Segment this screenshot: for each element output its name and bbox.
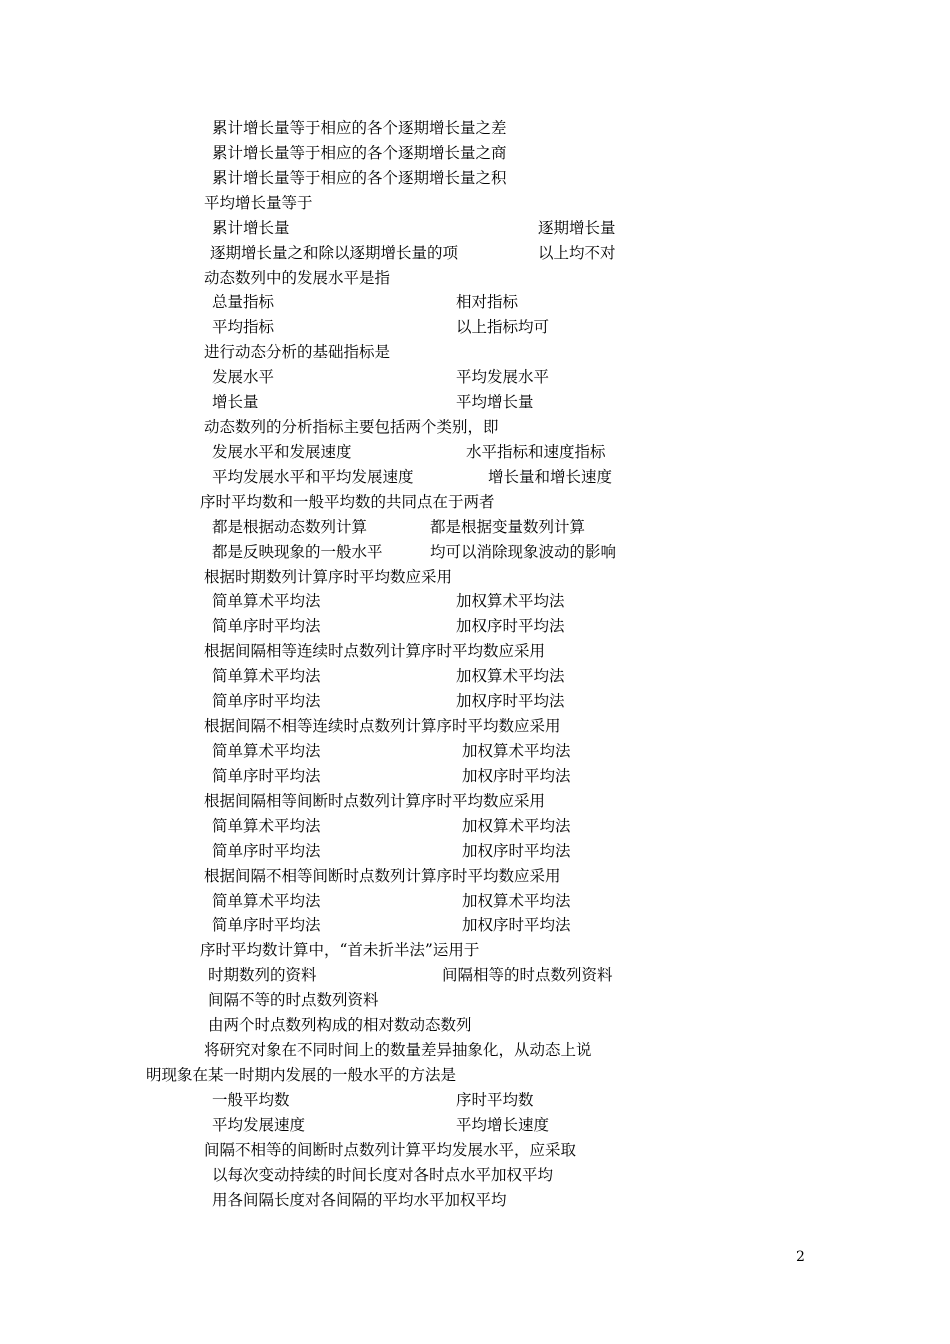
option-right: 平均增长速度 <box>456 1116 550 1134</box>
option-right: 均可以消除现象波动的影响 <box>430 543 617 561</box>
option-right: 增长量和增长速度 <box>488 468 613 486</box>
text-line: 简单序时平均法 <box>212 842 321 860</box>
text-line: 平均指标 <box>212 318 275 336</box>
option-right: 加权算术平均法 <box>456 667 565 685</box>
text-line: 平均发展水平和平均发展速度 <box>212 468 414 486</box>
text-line: 一般平均数 <box>212 1091 290 1109</box>
text-line: 简单算术平均法 <box>212 667 321 685</box>
text-line: 简单序时平均法 <box>212 692 321 710</box>
option-right: 加权序时平均法 <box>456 692 565 710</box>
text-line: 简单算术平均法 <box>212 742 321 760</box>
text-line: 平均发展速度 <box>212 1116 306 1134</box>
text-line: 动态数列的分析指标主要包括两个类别，即 <box>204 418 499 436</box>
option-right: 加权序时平均法 <box>462 767 571 785</box>
option-right: 加权算术平均法 <box>456 592 565 610</box>
text-line: 累计增长量等于相应的各个逐期增长量之差 <box>212 119 507 137</box>
text-line: 增长量 <box>212 393 259 411</box>
text-line: 简单序时平均法 <box>212 916 321 934</box>
option-right: 加权算术平均法 <box>462 817 571 835</box>
option-right: 加权算术平均法 <box>462 892 571 910</box>
option-right: 水平指标和速度指标 <box>466 443 606 461</box>
text-line: 进行动态分析的基础指标是 <box>204 343 391 361</box>
text-line: 根据间隔相等连续时点数列计算序时平均数应采用 <box>204 642 546 660</box>
option-right: 平均发展水平 <box>456 368 550 386</box>
text-line: 根据间隔不相等间断时点数列计算序时平均数应采用 <box>204 867 561 885</box>
text-line: 动态数列中的发展水平是指 <box>204 269 391 287</box>
text-line: 都是反映现象的一般水平 <box>212 543 383 561</box>
text-line: 将研究对象在不同时间上的数量差异抽象化，从动态上说 <box>204 1041 592 1059</box>
text-line: 平均增长量等于 <box>204 194 313 212</box>
text-line: 时期数列的资料 <box>208 966 317 984</box>
option-right: 加权序时平均法 <box>462 842 571 860</box>
page-number: 2 <box>796 1249 805 1265</box>
option-right: 以上指标均可 <box>456 318 550 336</box>
text-line: 简单算术平均法 <box>212 592 321 610</box>
text-line: 逐期增长量之和除以逐期增长量的项 <box>210 244 459 262</box>
text-line: 间隔不等的时点数列资料 <box>208 991 379 1009</box>
text-line: 都是根据动态数列计算 <box>212 518 368 536</box>
option-right: 逐期增长量 <box>538 219 616 237</box>
text-line: 简单序时平均法 <box>212 617 321 635</box>
option-right: 平均增长量 <box>456 393 534 411</box>
option-right: 序时平均数 <box>456 1091 534 1109</box>
text-line: 以每次变动持续的时间长度对各时点水平加权平均 <box>212 1166 554 1184</box>
text-line: 简单算术平均法 <box>212 892 321 910</box>
text-line: 用各间隔长度对各间隔的平均水平加权平均 <box>212 1191 507 1209</box>
option-right: 加权序时平均法 <box>462 916 571 934</box>
option-right: 加权算术平均法 <box>462 742 571 760</box>
text-line: 根据间隔不相等连续时点数列计算序时平均数应采用 <box>204 717 561 735</box>
text-line: 发展水平 <box>212 368 275 386</box>
option-right: 相对指标 <box>456 293 519 311</box>
option-right: 间隔相等的时点数列资料 <box>442 966 613 984</box>
text-line: 总量指标 <box>212 293 275 311</box>
option-right: 加权序时平均法 <box>456 617 565 635</box>
text-line: 序时平均数和一般平均数的共同点在于两者 <box>200 493 495 511</box>
text-line: 根据间隔相等间断时点数列计算序时平均数应采用 <box>204 792 546 810</box>
text-line: 累计增长量 <box>212 219 290 237</box>
text-line: 发展水平和发展速度 <box>212 443 352 461</box>
text-line: 简单算术平均法 <box>212 817 321 835</box>
text-line: 简单序时平均法 <box>212 767 321 785</box>
text-line: 累计增长量等于相应的各个逐期增长量之积 <box>212 169 507 187</box>
text-line: 累计增长量等于相应的各个逐期增长量之商 <box>212 144 507 162</box>
text-line: 明现象在某一时期内发展的一般水平的方法是 <box>146 1066 457 1084</box>
option-right: 以上均不对 <box>538 244 616 262</box>
text-line: 间隔不相等的间断时点数列计算平均发展水平，应采取 <box>204 1141 577 1159</box>
text-line: 根据时期数列计算序时平均数应采用 <box>204 568 453 586</box>
text-line: 序时平均数计算中，“首未折半法”运用于 <box>200 941 480 959</box>
text-line: 由两个时点数列构成的相对数动态数列 <box>208 1016 472 1034</box>
option-right: 都是根据变量数列计算 <box>430 518 586 536</box>
